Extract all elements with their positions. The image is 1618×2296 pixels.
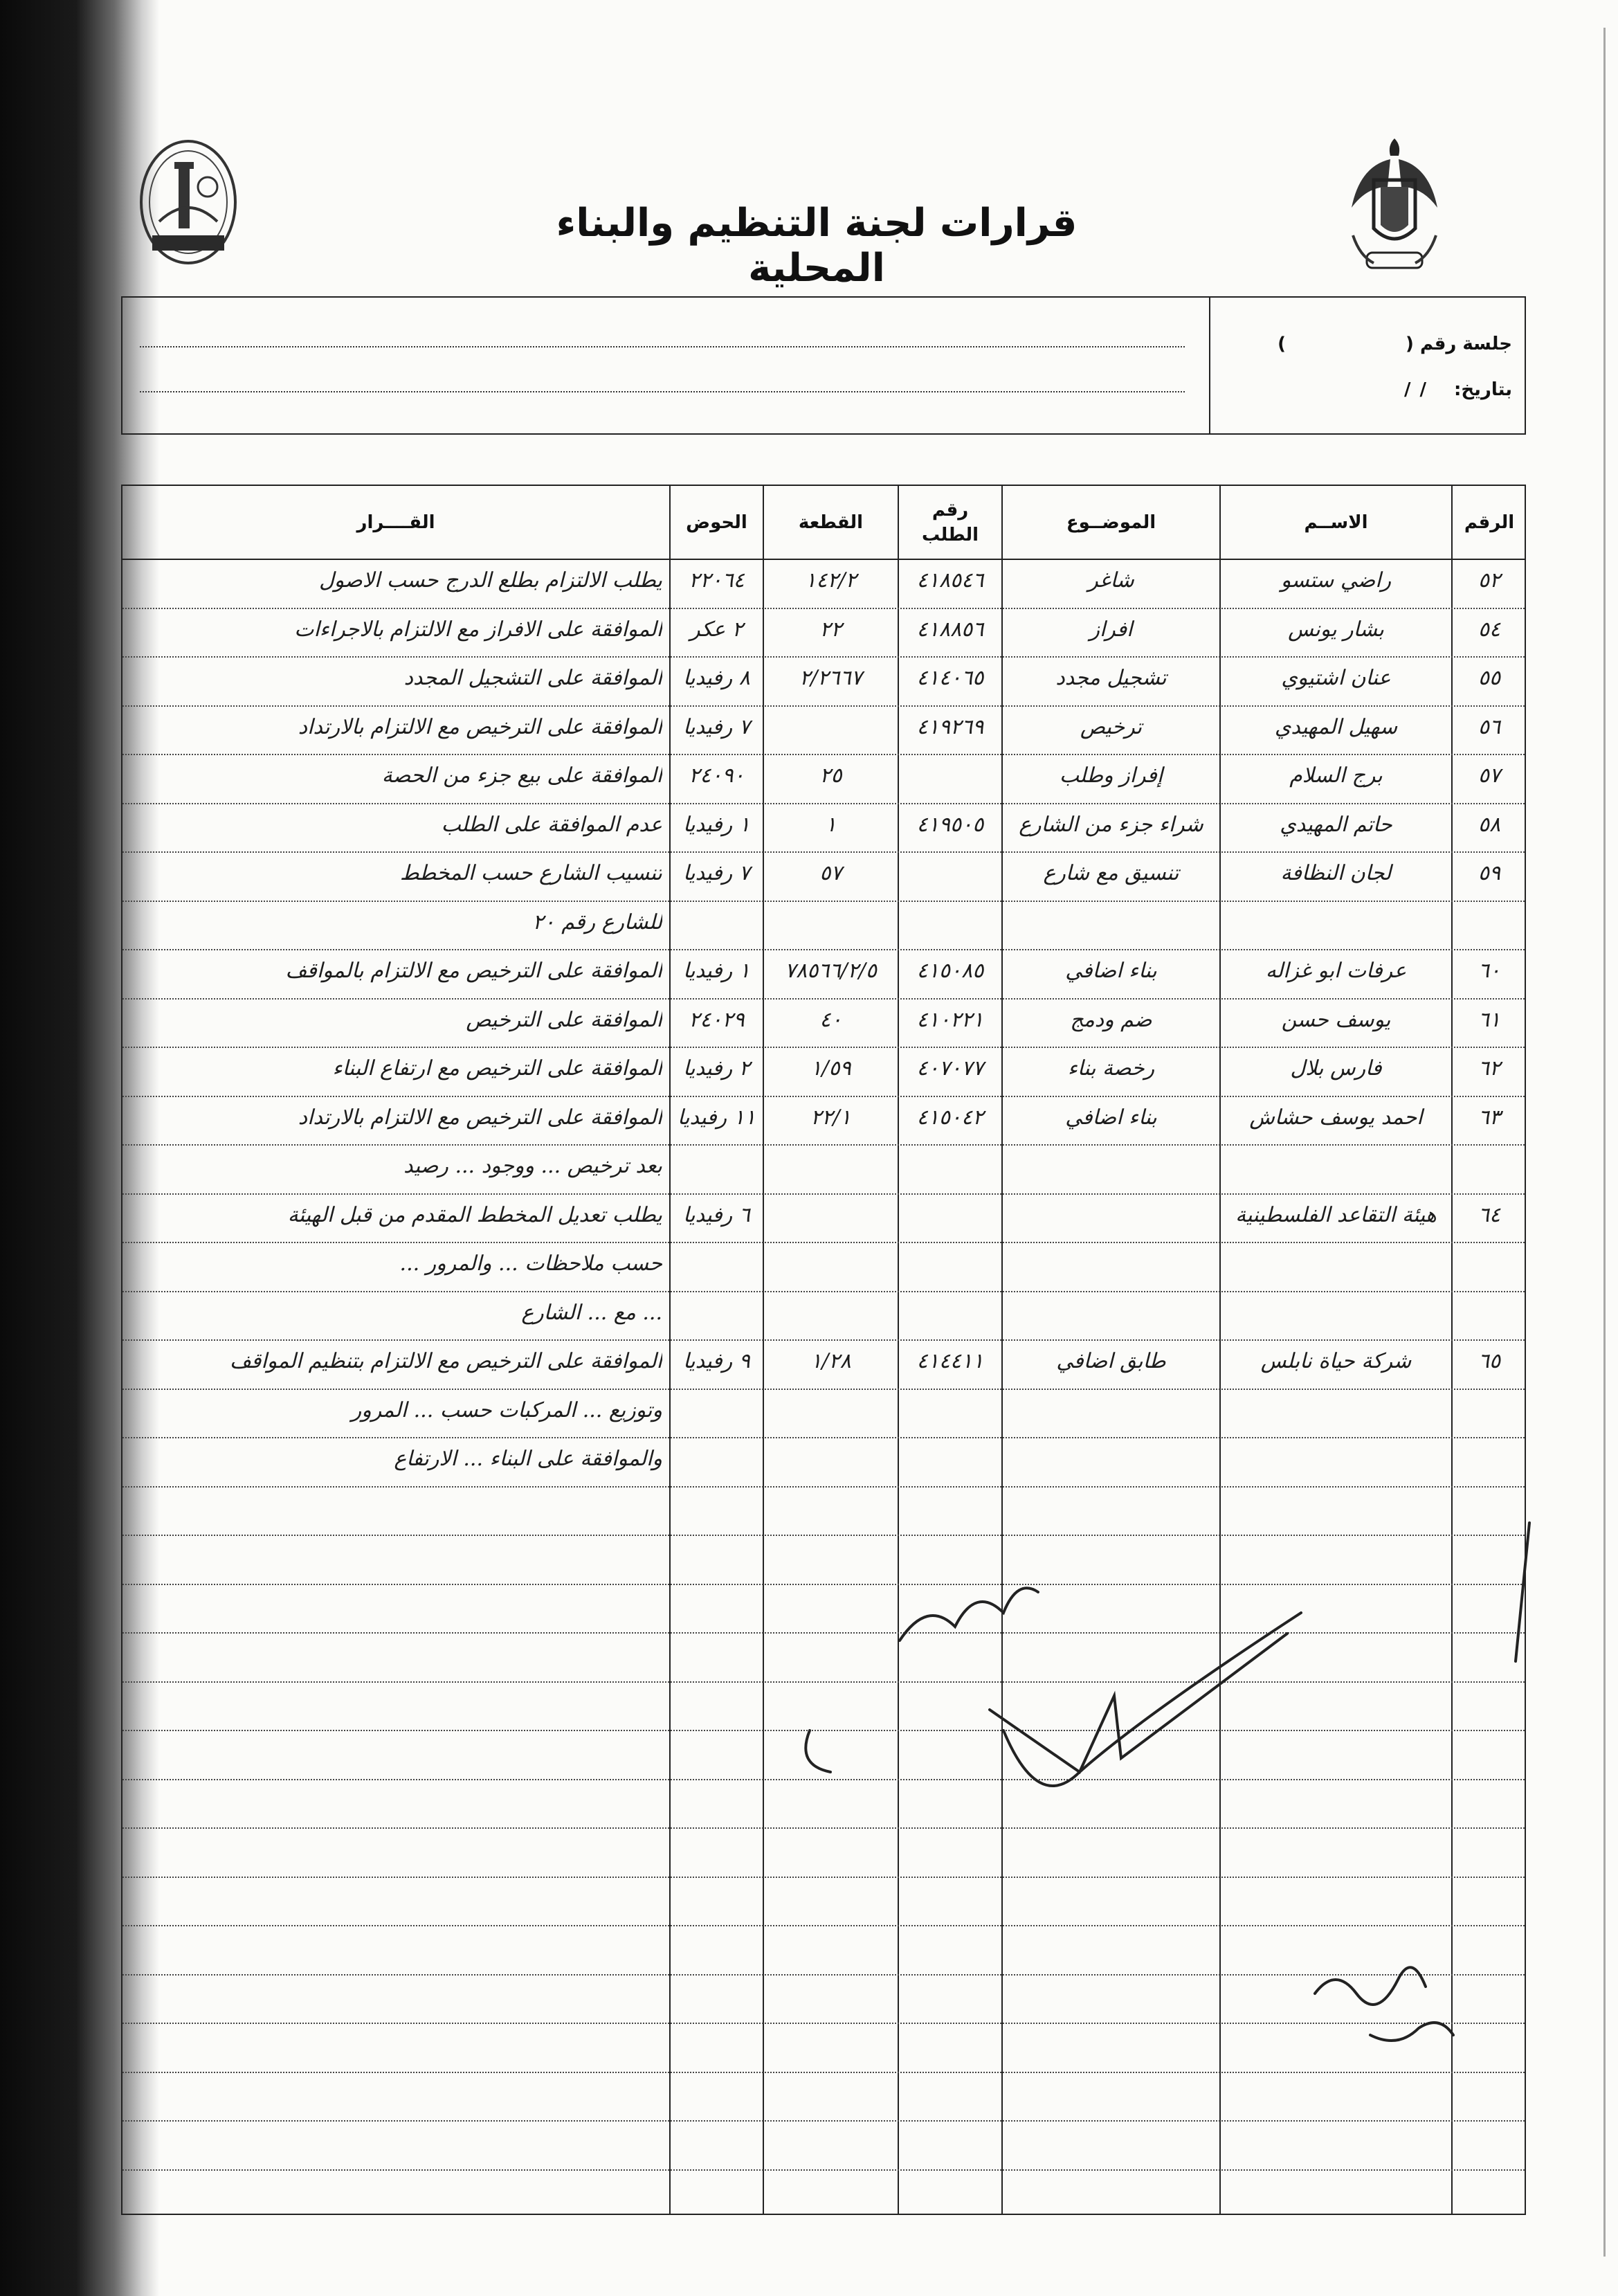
cell-request-number: ٤١٨٥٤٦ <box>916 568 984 593</box>
column-divider <box>898 486 899 2214</box>
cell-decision: وتوزيع ... المركبات حسب ... المرور <box>351 1398 662 1422</box>
cell-number: ٥٥ <box>1478 666 1501 690</box>
cell-plot: ٥٧ <box>819 861 842 885</box>
cell-decision: للشارع رقم ٢٠ <box>532 910 662 934</box>
cell-number: ٥٧ <box>1478 763 1501 788</box>
cell-subject: شراء جزء من الشارع <box>1019 812 1203 837</box>
column-divider <box>669 486 671 2214</box>
cell-request-number: ٤١٥٠٤٢ <box>916 1105 984 1130</box>
cell-decision: الموافقة على الترخيص مع ارتفاع البناء <box>332 1056 662 1081</box>
cell-request-number: ٤١٩٢٦٩ <box>916 714 984 739</box>
cell-plot: ١ <box>825 812 837 837</box>
cell-number: ٥٨ <box>1478 812 1501 837</box>
cell-name: برج السلام <box>1289 763 1383 788</box>
cell-basin: ٨ رفيديا <box>683 666 750 690</box>
ruled-line <box>122 949 1525 950</box>
cell-basin: ٢٤٠٢٩ <box>689 1007 745 1032</box>
cell-decision: الموافقة على الافراز مع الالتزام بالاجراءات <box>294 617 662 642</box>
ruled-line <box>122 1437 1525 1438</box>
header-request-number <box>899 486 1001 559</box>
ruled-line <box>122 1681 1525 1683</box>
ruled-line <box>122 1144 1525 1146</box>
ruled-line <box>122 1827 1525 1829</box>
ruled-line <box>122 1242 1525 1243</box>
cell-basin: ٢ رفيديا <box>683 1056 750 1081</box>
cell-name: لجان النظافة <box>1280 861 1392 885</box>
cell-decision: الموافقة على الترخيص مع الالتزام بتنظيم المواقف <box>229 1349 662 1373</box>
cell-number: ٦٤ <box>1478 1202 1501 1227</box>
cell-plot: ٢٥ <box>819 763 842 788</box>
cell-number: ٥٤ <box>1478 617 1501 642</box>
ruled-line <box>122 1877 1525 1878</box>
ruled-line <box>122 1779 1525 1780</box>
cell-decision: الموافقة على الترخيص مع الالتزام بالمواقف <box>285 959 662 983</box>
municipality-logo <box>138 138 239 266</box>
page-title: قرارات لجنة التنظيم والبناء المحلية <box>556 201 1078 291</box>
header-name: الاســم <box>1304 512 1368 533</box>
ruled-line <box>122 1974 1525 1976</box>
cell-plot: ١٤٢/٢ <box>805 568 857 593</box>
header-divider <box>122 559 1525 560</box>
cell-number: ٥٦ <box>1478 714 1501 739</box>
ruled-line <box>122 1632 1525 1634</box>
session-info-box <box>121 296 1526 435</box>
session-number-label: جلسة رقم ( <box>1406 334 1512 354</box>
session-number-close: ) <box>1278 334 1286 354</box>
column-divider <box>763 486 764 2214</box>
cell-decision: تنسيب الشارع حسب المخطط <box>399 861 662 885</box>
cell-subject: تشجيل مجدد <box>1055 666 1167 690</box>
cell-request-number: ٤١٤٤١١ <box>916 1349 984 1373</box>
ruled-line <box>122 2120 1525 2122</box>
cell-basin: ٧ رفيديا <box>683 861 750 885</box>
cell-decision: الموافقة على الترخيص مع الالتزام بالارتداد <box>298 1105 662 1130</box>
cell-number: ٦٣ <box>1478 1105 1501 1130</box>
header-plot: القطعة <box>798 512 864 533</box>
cell-subject: تنسيق مع شارع <box>1043 861 1179 885</box>
ruled-line <box>122 1193 1525 1195</box>
ruled-line <box>122 803 1525 804</box>
cell-name: عنان اشتيوي <box>1281 666 1391 690</box>
ruled-line <box>122 1925 1525 1926</box>
cell-decision: يطلب الالتزام بطلع الدرج حسب الاصول <box>318 568 662 593</box>
cell-request-number: ٤١٩٥٠٥ <box>916 812 984 837</box>
cell-subject: ترخيص <box>1080 714 1143 739</box>
ruled-line <box>122 1730 1525 1731</box>
cell-basin: ١ رفيديا <box>683 812 750 837</box>
ruled-line <box>122 1584 1525 1585</box>
column-divider <box>1451 486 1453 2214</box>
ruled-line <box>122 1486 1525 1488</box>
ruled-line <box>122 608 1525 609</box>
cell-basin: ٢٤٠٩٠ <box>689 763 745 788</box>
cell-decision: الموافقة على الترخيص مع الالتزام بالارتداد <box>298 714 662 739</box>
cell-plot: ٢٢/١ <box>810 1105 851 1130</box>
cell-number: ٦٥ <box>1478 1349 1501 1373</box>
cell-plot: ٢/٢٦٦٧ <box>799 666 862 690</box>
cell-name: حاتم المهيدي <box>1280 812 1392 837</box>
session-date-slashes: / / <box>1403 379 1428 400</box>
session-box-divider <box>1209 298 1210 433</box>
cell-name: فارس بلال <box>1290 1056 1382 1081</box>
cell-request-number: ٤١٥٠٨٥ <box>916 959 984 983</box>
cell-plot: ١/٥٩ <box>810 1056 851 1081</box>
cell-subject: طابق اضافي <box>1056 1349 1166 1373</box>
ruled-line <box>122 656 1525 658</box>
cell-name: سهيل المهيدي <box>1274 714 1398 739</box>
cell-request-number: ٤١٤٠٦٥ <box>916 666 984 690</box>
scan-edge-line <box>1603 28 1606 2257</box>
cell-request-number: ٤١٠٢٢١ <box>916 1007 984 1032</box>
header-decision: القــــرار <box>356 512 435 533</box>
ruled-line <box>122 851 1525 853</box>
ruled-line <box>122 754 1525 755</box>
cell-number: ٥٢ <box>1478 568 1501 593</box>
cell-decision: ... مع ... الشارع <box>521 1300 662 1325</box>
cell-number: ٦٢ <box>1478 1056 1501 1081</box>
cell-basin: ٢٢٠٦٤ <box>689 568 745 593</box>
ruled-line <box>122 1096 1525 1097</box>
cell-plot: ٧٨٥٦٦/٢/٥ <box>784 959 877 983</box>
cell-basin: ٢ عكر <box>690 617 743 642</box>
cell-plot: ٤٠ <box>819 1007 842 1032</box>
cell-name: يوسف حسن <box>1281 1007 1391 1032</box>
cell-name: هيئة التقاعد الفلسطينية <box>1235 1202 1437 1227</box>
palestine-eagle-emblem <box>1346 132 1443 287</box>
cell-name: راضي ستسو <box>1280 568 1392 593</box>
header-number: الرقم <box>1464 512 1515 533</box>
dotted-line <box>140 346 1185 347</box>
cell-subject: ضم ودمج <box>1070 1007 1152 1032</box>
ruled-line <box>122 1291 1525 1292</box>
cell-name: عرفات ابو غزاله <box>1265 959 1407 983</box>
cell-decision: حسب ملاحظات ... والمرور ... <box>399 1251 662 1276</box>
decisions-table <box>121 485 1526 2215</box>
ruled-line <box>122 705 1525 707</box>
column-divider <box>1001 486 1003 2214</box>
cell-basin: ٧ رفيديا <box>683 714 750 739</box>
cell-number: ٥٩ <box>1478 861 1501 885</box>
cell-subject: بناء اضافي <box>1065 1105 1157 1130</box>
cell-request-number: ٤٠٧٠٧٧ <box>916 1056 984 1081</box>
header-subject: الموضــوع <box>1066 512 1156 533</box>
cell-number: ٦١ <box>1478 1007 1501 1032</box>
ruled-line <box>122 2169 1525 2171</box>
ruled-line <box>122 1339 1525 1341</box>
session-date-label: بتاريخ: <box>1453 379 1512 400</box>
cell-basin: ١١ رفيديا <box>678 1105 756 1130</box>
header-request-line2: الطلب <box>921 524 979 545</box>
ruled-line <box>122 901 1525 902</box>
cell-subject: بناء اضافي <box>1065 959 1157 983</box>
cell-decision: الموافقة على بيع جزء من الحصة <box>381 763 662 788</box>
cell-plot: ١/٢٨ <box>810 1349 851 1373</box>
cell-subject: رخصة بناء <box>1067 1056 1155 1081</box>
dotted-line <box>140 391 1185 392</box>
cell-decision: يطلب تعديل المخطط المقدم من قبل الهيئة <box>287 1202 662 1227</box>
ruled-line <box>122 1389 1525 1390</box>
cell-basin: ٦ رفيديا <box>683 1202 750 1227</box>
cell-request-number: ٤١٨٨٥٦ <box>916 617 984 642</box>
cell-subject: شاغر <box>1088 568 1134 593</box>
cell-basin: ١ رفيديا <box>683 959 750 983</box>
cell-plot: ٢٢ <box>819 617 842 642</box>
ruled-line <box>122 2072 1525 2073</box>
ruled-line <box>122 998 1525 1000</box>
ruled-line <box>122 1047 1525 1048</box>
cell-number: ٦٠ <box>1478 959 1501 983</box>
cell-name: احمد يوسف حشاش <box>1249 1105 1423 1130</box>
cell-decision: والموافقة على البناء ... الارتفاع <box>394 1447 662 1471</box>
cell-basin: ٩ رفيديا <box>683 1349 750 1373</box>
cell-decision: بعد ترخيص ... ووجود ... رصيد <box>403 1154 662 1178</box>
cell-decision: الموافقة على الترخيص <box>466 1007 662 1032</box>
cell-decision: الموافقة على التشجيل المجدد <box>403 666 662 690</box>
column-divider <box>1219 486 1221 2214</box>
cell-name: بشار يونس <box>1288 617 1384 642</box>
header-basin: الحوض <box>686 512 747 533</box>
ruled-line <box>122 1535 1525 1536</box>
cell-subject: إفراز وطلب <box>1059 763 1163 788</box>
ruled-line <box>122 2023 1525 2024</box>
header-request-line1: رقم <box>931 499 969 521</box>
cell-name: شركة حياة نابلس <box>1260 1349 1412 1373</box>
cell-decision: عدم الموافقة على الطلب <box>441 812 662 837</box>
cell-subject: افراز <box>1089 617 1133 642</box>
